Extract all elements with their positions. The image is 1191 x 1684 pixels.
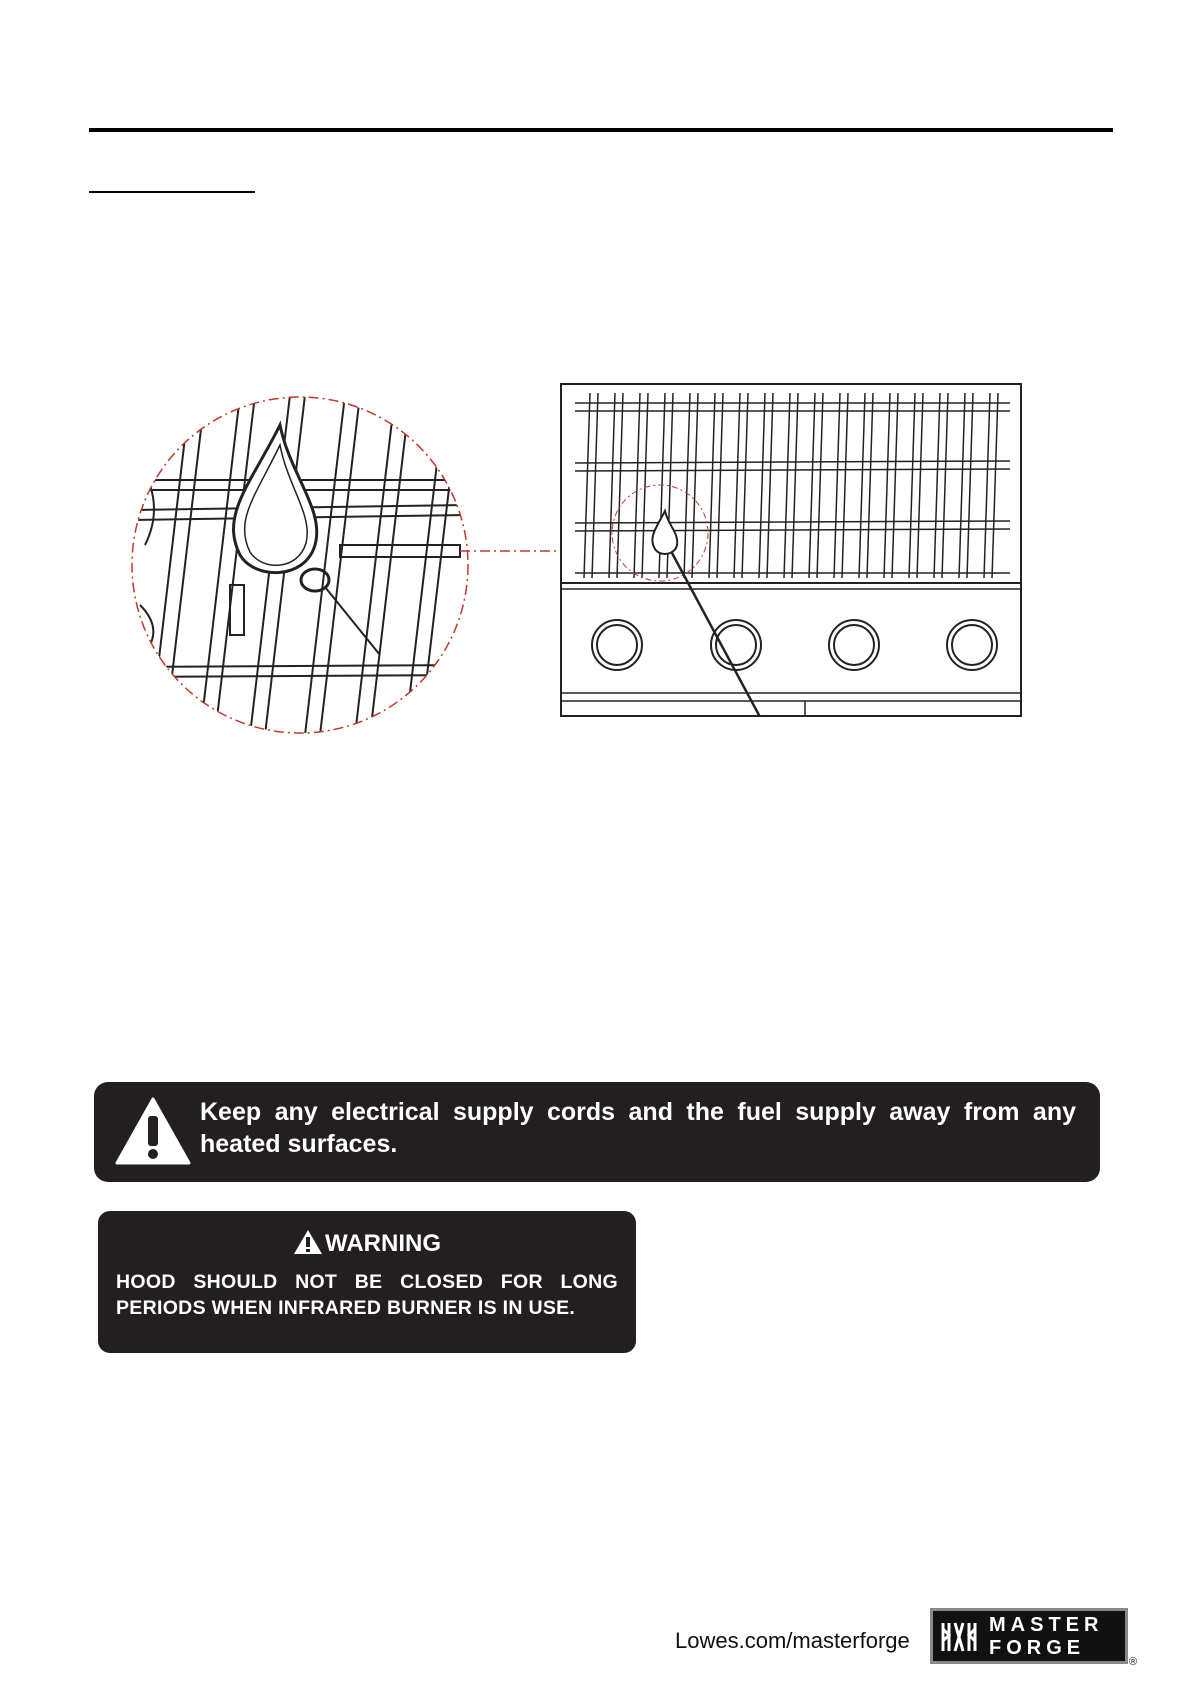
- logo-text-line2: FORGE: [989, 1637, 1086, 1659]
- footer-url: Lowes.com/masterforge: [675, 1628, 910, 1653]
- hood-warning-heading-text: WARNING: [325, 1230, 441, 1257]
- grill-overview-illustration: [560, 383, 1022, 717]
- logo-mark-icon: [939, 1617, 979, 1657]
- detail-leader-line: [460, 545, 570, 557]
- logo-text-line1: MASTER: [989, 1614, 1104, 1636]
- cords-warning-text: Keep any electrical supply cords and the fuel supply away from any heated surfaces.: [200, 1098, 1076, 1158]
- warning-triangle-icon: [293, 1229, 323, 1255]
- warning-triangle-icon: [114, 1096, 192, 1166]
- master-forge-logo: [930, 1608, 1128, 1664]
- section-heading-underline: [89, 191, 255, 193]
- hood-warning-panel: [98, 1211, 636, 1353]
- top-rule: [89, 128, 1113, 132]
- cords-warning-panel: [94, 1082, 1100, 1182]
- grate-detail-illustration: [130, 395, 470, 735]
- registered-mark: ®: [1129, 1656, 1138, 1668]
- hood-warning-heading: [98, 1229, 636, 1258]
- hood-warning-text: HOOD SHOULD NOT BE CLOSED FOR LONG PERIODS WHEN INFRARED BURNER IS IN USE.: [116, 1271, 618, 1319]
